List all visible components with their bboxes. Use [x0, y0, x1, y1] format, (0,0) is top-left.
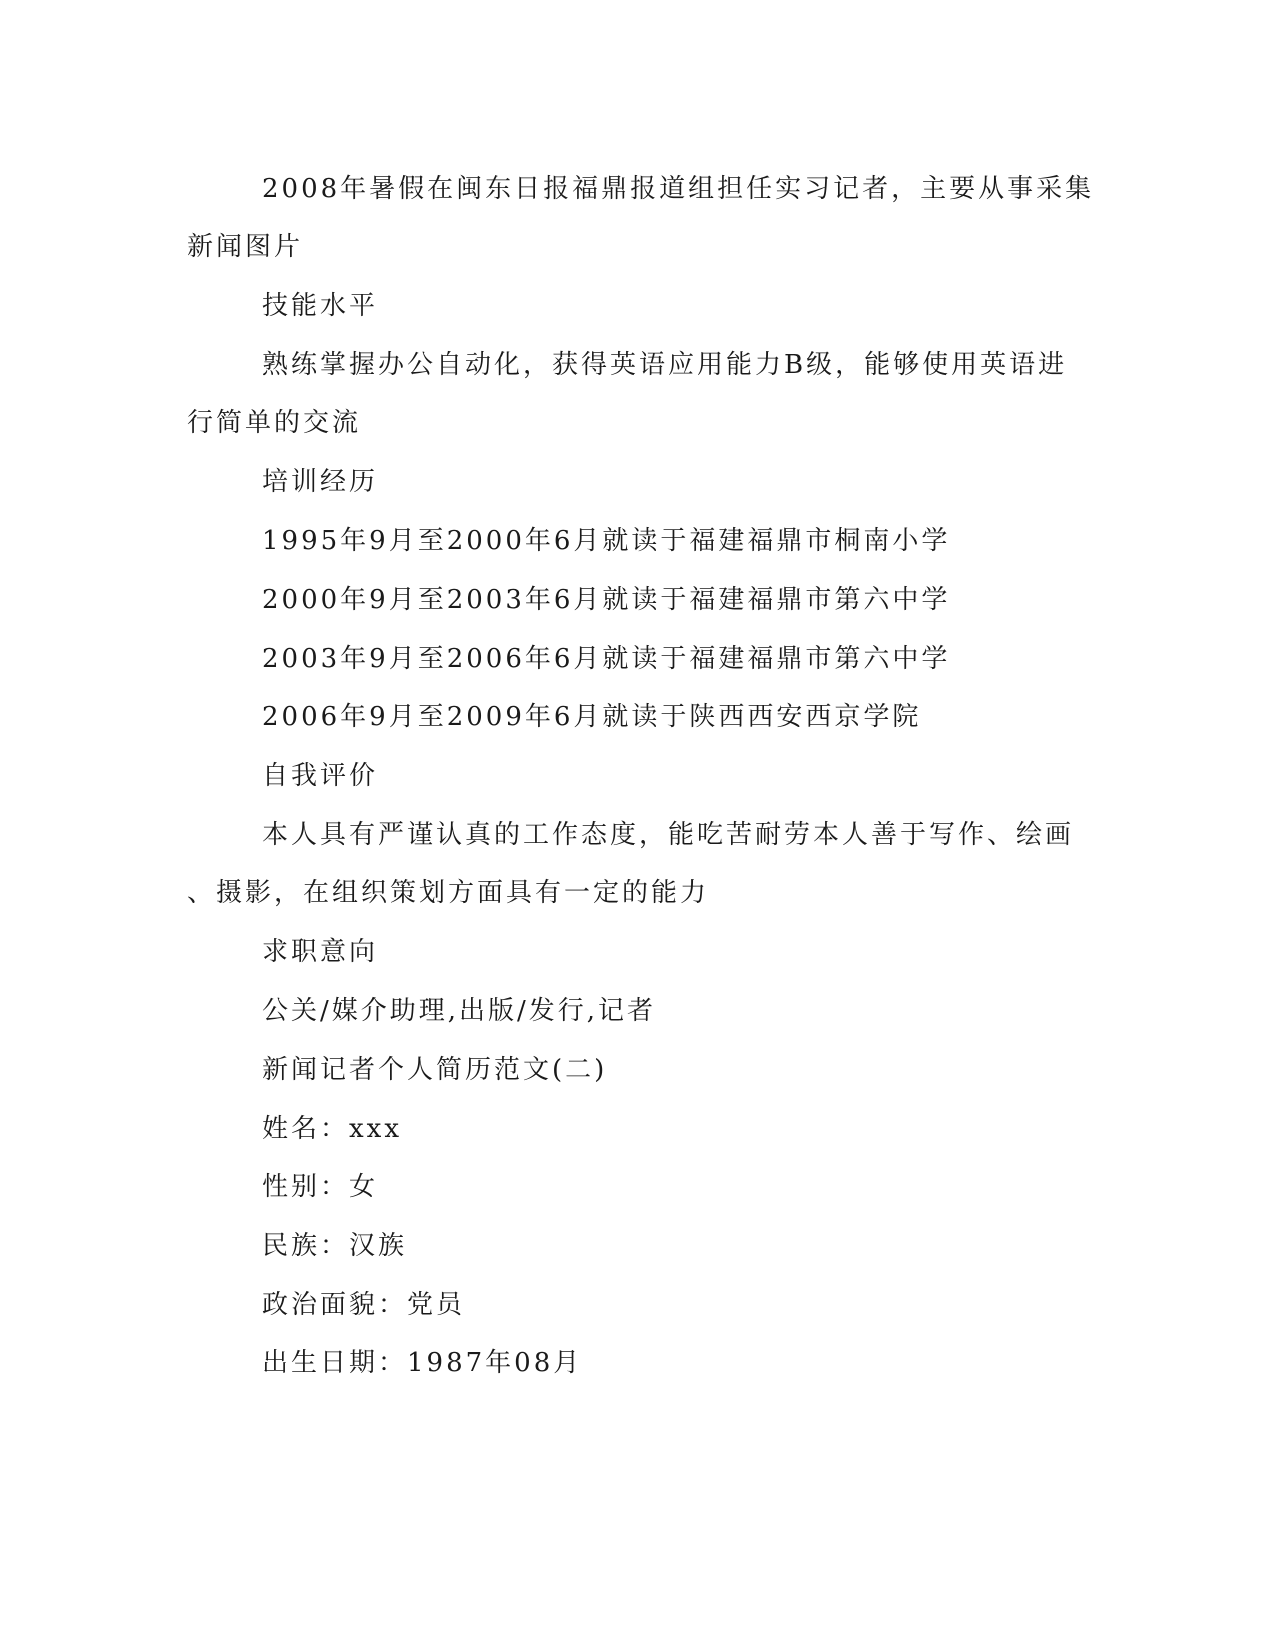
- paragraph-internship-line2: 新闻图片: [187, 232, 304, 262]
- training-item-4: 2006年9月至2009年6月就读于陕西西安西京学院: [262, 702, 922, 732]
- field-gender: 性别：女: [262, 1172, 379, 1202]
- training-item-1: 1995年9月至2000年6月就读于福建福鼎市桐南小学: [262, 526, 951, 556]
- paragraph-skills-line2: 行简单的交流: [187, 408, 362, 438]
- section-title-resume-2: 新闻记者个人简历范文(二): [262, 1055, 608, 1085]
- heading-training: 培训经历: [262, 467, 379, 497]
- field-ethnicity: 民族：汉族: [262, 1231, 408, 1261]
- field-name: 姓名：xxx: [262, 1114, 402, 1144]
- heading-self-evaluation: 自我评价: [262, 761, 379, 791]
- field-birth-date: 出生日期：1987年08月: [262, 1348, 583, 1378]
- paragraph-self-evaluation-line2: 、摄影，在组织策划方面具有一定的能力: [187, 878, 710, 908]
- training-item-3: 2003年9月至2006年6月就读于福建福鼎市第六中学: [262, 644, 951, 674]
- training-item-2: 2000年9月至2003年6月就读于福建福鼎市第六中学: [262, 585, 951, 615]
- heading-skills: 技能水平: [262, 291, 379, 321]
- field-political-status: 政治面貌：党员: [262, 1290, 466, 1320]
- paragraph-self-evaluation-line1: 本人具有严谨认真的工作态度，能吃苦耐劳本人善于写作、绘画: [262, 820, 1075, 850]
- job-intention-value: 公关/媒介助理,出版/发行,记者: [262, 996, 657, 1026]
- paragraph-skills-line1: 熟练掌握办公自动化，获得英语应用能力B级，能够使用英语进: [262, 350, 1068, 380]
- heading-job-intention: 求职意向: [262, 937, 379, 967]
- paragraph-internship-line1: 2008年暑假在闽东日报福鼎报道组担任实习记者，主要从事采集: [262, 174, 1095, 204]
